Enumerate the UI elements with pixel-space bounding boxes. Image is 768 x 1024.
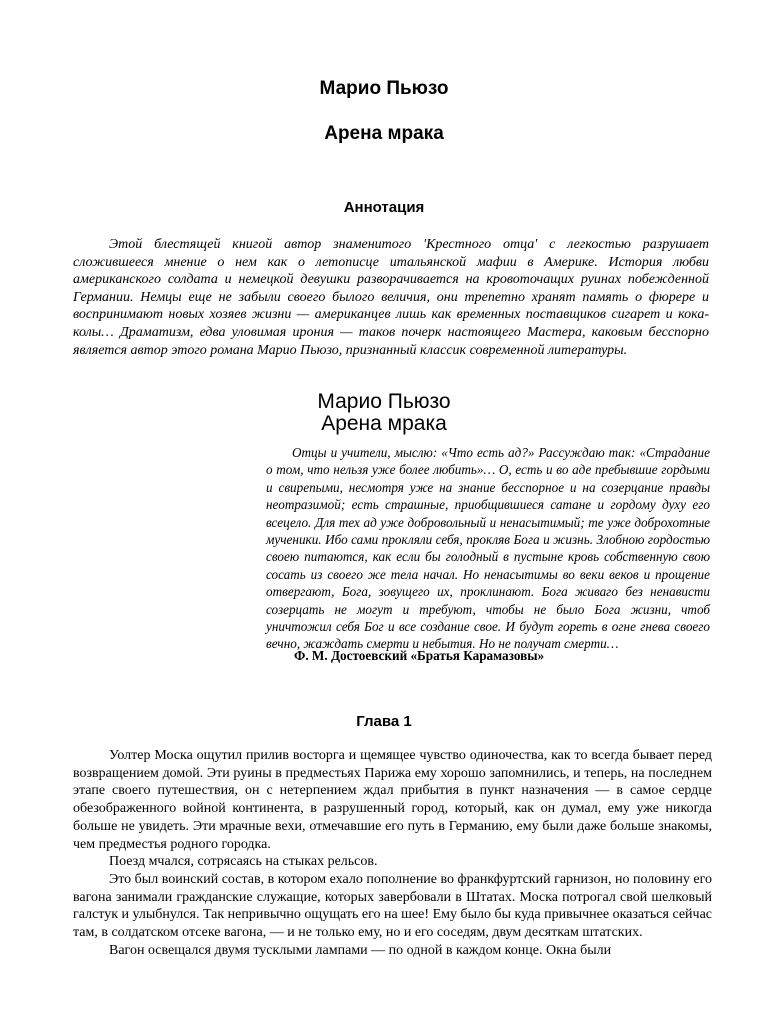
- book-title-heading: Арена мрака: [321, 412, 447, 435]
- chapter-heading: Глава 1: [356, 713, 412, 730]
- paragraph: Это был воинский состав, в котором ехало пополнение во франкфуртский гарнизон, но половину его вагона занимали гражданские служащие, которых завербовали в Штатах. Моска потрогал свой шелковый галстук и улыбнулся. Так непривычно ощущать его на шее! Ему было бы куда привычнее оказаться сейчас там, в солдатском отсеке вагона, — и не только ему, но и его соседям, двум десяткам штатских.: [73, 871, 712, 941]
- author-name: Марио Пьюзо: [319, 78, 449, 99]
- annotation-text: Этой блестящей книгой автор знаменитого 'Крестного отца' с легкостью разрушает сложившееся мнение о нем как о летописце итальянской мафии в Америке. История любви американского солдата и немецкой девушки разворачивается на кровоточащих руинах побежденной Германии. Немцы еще не забыли своего былого величия, они трепетно хранят память о фюрере и воспринимают новых хозяев жизни — американцев лишь как временных поставщиков сигарет и кока-колы… Драматизм, едва уловимая ирония — таков почерк настоящего Мастера, каковым бесспорно является автор этого романа Марио Пьюзо, признанный классик современной литературы.: [73, 237, 709, 358]
- annotation-heading: Аннотация: [343, 199, 425, 216]
- chapter-body: [73, 747, 712, 959]
- book-author-heading: Марио Пьюзо: [317, 390, 451, 413]
- epigraph-source: Ф. М. Достоевский «Братья Карамазовы»: [294, 648, 545, 663]
- paragraph: Поезд мчался, сотрясаясь на стыках рельсов.: [109, 854, 378, 870]
- paragraph: Уолтер Моска ощутил прилив восторга и щемящее чувство одиночества, как то всегда бывает перед возвращением домой. Эти руины в предместьях Парижа ему хорошо запомнились, и теперь, на последнем этапе своего путешествия, он с нетерпением ждал прибытия в пункт назначения — в самое сердце обезображенного войной континента, в разрушенный город, который, как он думал, ему уже никогда больше не увидеть. Эти мрачные вехи, отмечавшие его путь в Германию, ему были даже больше знакомы, чем предместья родного городка.: [73, 748, 712, 852]
- paragraph: Вагон освещался двумя тусклыми лампами — по одной в каждом конце. Окна были: [109, 942, 612, 958]
- epigraph-text: Отцы и учители, мыслю: «Что есть ад?» Рассуждаю так: «Страдание о том, что нельзя уже более любить»… О, есть и во аде пребывшие гордыми и свирепыми, несмотря уже на знание бесспорное и на созерцание правды неотразимой; есть страшные, приобщившиеся сатане и гордому духу его всецело. Для тех ад уже добровольный и ненасытимый; те уже доброхотные мученики. Ибо сами прокляли себя, прокляв Бога и жизнь. Злобною гордостью своею питаются, как если бы голодный в пустыне кровь собственную свою сосать из своего же тела начал. Но ненасытимы во веки веков и прощение отвергают, Бога, зовущего их, проклинают. Бога живаго без ненависти созерцать не могут и требуют, чтобы не было Бога жизни, чтоб уничтожил себя Бог и все создание свое. И будут гореть в огне гнева своего вечно, жаждать смерти и небытия. Но не получат смерти…: [266, 445, 710, 652]
- book-title: Арена мрака: [324, 123, 444, 144]
